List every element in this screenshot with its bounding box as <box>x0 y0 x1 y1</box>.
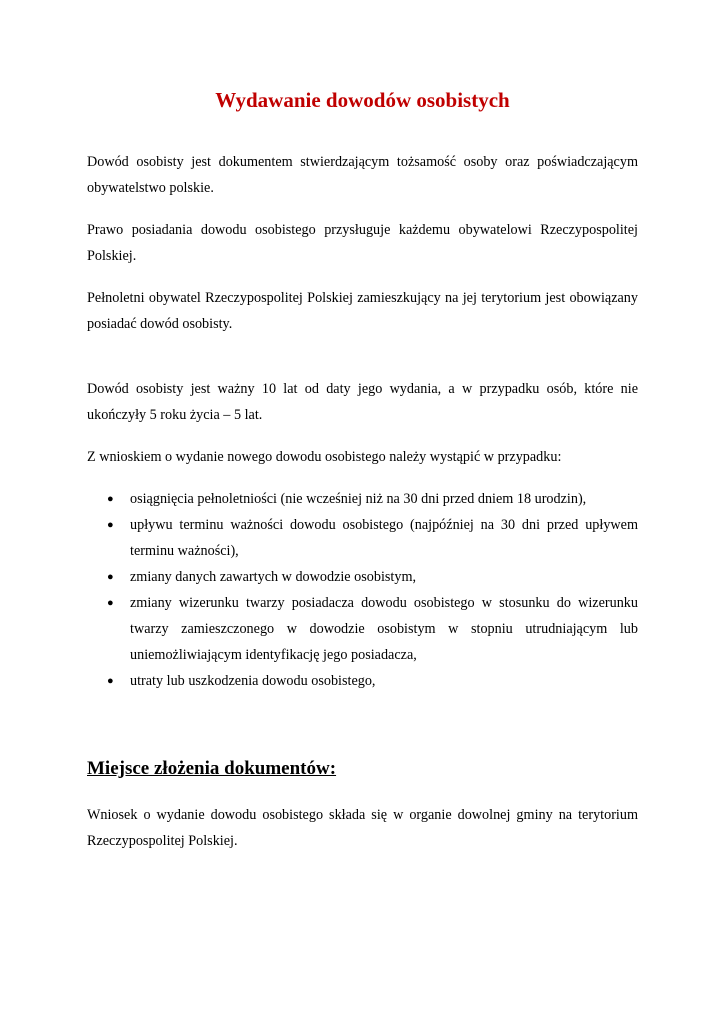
list-item <box>87 668 638 694</box>
bullet-icon: ● <box>107 493 114 505</box>
paragraph-list-intro: Z wnioskiem o wydanie nowego dowodu osobistego należy wystąpić w przypadku: <box>87 449 562 465</box>
bullet-icon: ● <box>107 597 114 609</box>
paragraph-definition: Dowód osobisty jest dokumentem stwierdzającym tożsamość osoby oraz poświadczającym obywatelstwo polskie. <box>87 154 638 196</box>
list-item <box>87 512 638 564</box>
paragraph-obligation: Pełnoletni obywatel Rzeczypospolitej Polskiej zamieszkujący na jej terytorium jest obowiązany posiadać dowód osobisty. <box>87 290 638 332</box>
list-item <box>87 486 638 512</box>
section-heading: Miejsce złożenia dokumentów: <box>87 758 337 779</box>
list-item-text: osiągnięcia pełnoletniości (nie wcześniej niż na 30 dni przed dniem 18 urodzin), <box>130 491 587 507</box>
paragraph-submission-place: Wniosek o wydanie dowodu osobistego składa się w organie dowolnej gminy na terytorium Rzeczypospolitej Polskiej. <box>87 807 638 849</box>
paragraph-right-to-possess: Prawo posiadania dowodu osobistego przysługuje każdemu obywatelowi Rzeczypospolitej Polskiej. <box>87 222 638 264</box>
list-item-text: upływu terminu ważności dowodu osobistego (najpóźniej na 30 dni przed upływem terminu ważności), <box>130 517 638 559</box>
cases-list <box>87 486 638 694</box>
list-item <box>87 590 638 668</box>
document-title: Wydawanie dowodów osobistych <box>215 88 510 112</box>
bullet-icon: ● <box>107 571 114 583</box>
bullet-icon: ● <box>107 675 114 687</box>
bullet-icon: ● <box>107 519 114 531</box>
list-item-text: zmiany wizerunku twarzy posiadacza dowodu osobistego w stosunku do wizerunku twarzy zamieszczonego w dowodzie osobistym w stopniu utrudniającym lub uniemożliwiającym identyfikację jego posiadacza, <box>130 595 638 663</box>
list-item-text: utraty lub uszkodzenia dowodu osobistego, <box>130 673 376 689</box>
list-item <box>87 564 638 590</box>
list-item-text: zmiany danych zawartych w dowodzie osobistym, <box>130 569 417 585</box>
paragraph-validity: Dowód osobisty jest ważny 10 lat od daty jego wydania, a w przypadku osób, które nie ukończyły 5 roku życia – 5 lat. <box>87 381 638 423</box>
